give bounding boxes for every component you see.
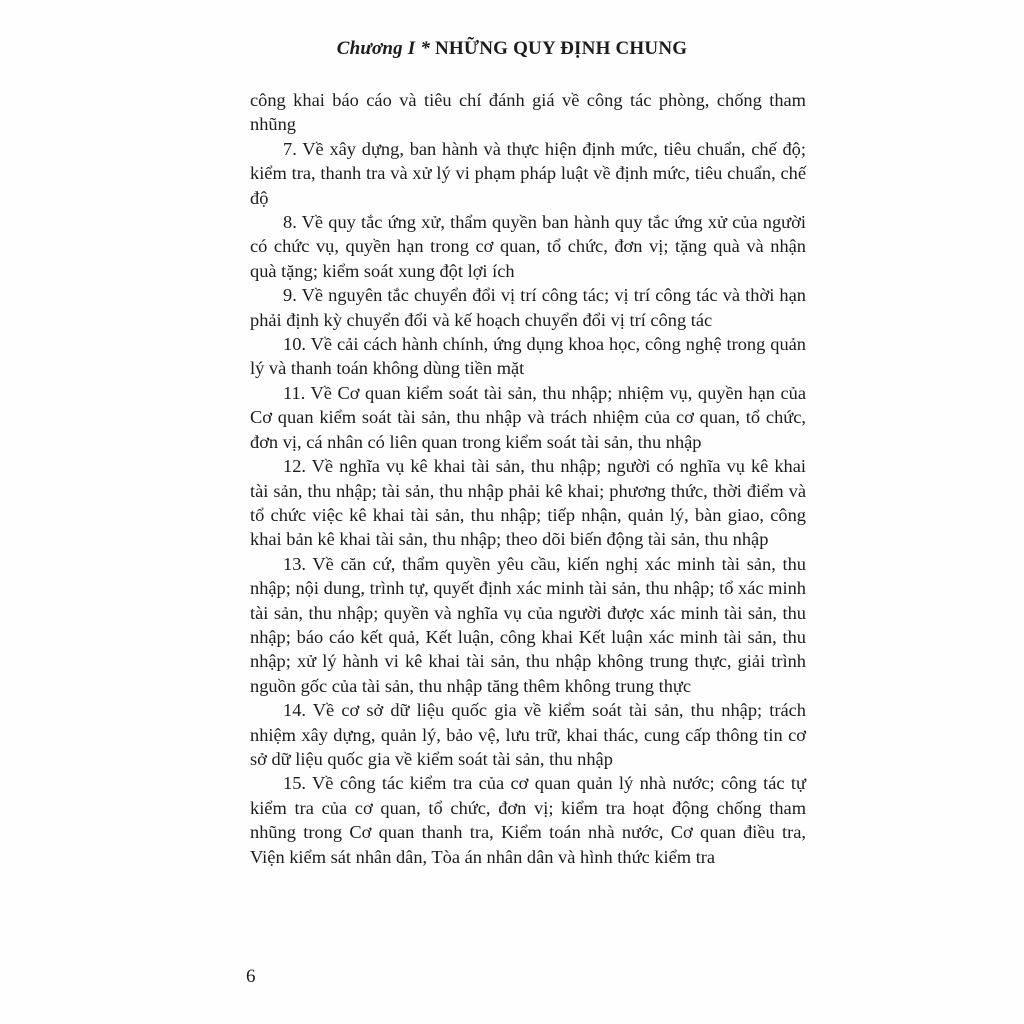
paragraph-item-9: 9. Về nguyên tắc chuyển đổi vị trí công tác; vị trí công tác và thời hạn phải định kỳ chuyển đổi và kế hoạch chuyển đổi vị trí công tác: [250, 285, 806, 330]
page-body: [250, 88, 806, 869]
chapter-title: NHỮNG QUY ĐỊNH CHUNG: [435, 38, 688, 59]
paragraph-item-15: 15. Về công tác kiểm tra của cơ quan quản lý nhà nước; công tác tự kiểm tra của cơ quan, tổ chức, đơn vị; kiểm tra hoạt động chống tham nhũng trong Cơ quan thanh tra, Kiểm toán nhà nước, Cơ quan điều tra, Viện kiểm sát nhân dân, Tòa án nhân dân và hình thức kiểm tra: [250, 773, 806, 867]
page-number: 6: [246, 966, 256, 987]
paragraph-item-14: 14. Về cơ sở dữ liệu quốc gia về kiểm soát tài sản, thu nhập; trách nhiệm xây dựng, quản lý, bảo vệ, lưu trữ, khai thác, cung cấp thông tin cơ sở dữ liệu quốc gia về kiểm soát tài sản, thu nhập: [250, 700, 806, 769]
paragraph-item-12: 12. Về nghĩa vụ kê khai tài sản, thu nhập; người có nghĩa vụ kê khai tài sản, thu nhập; tài sản, thu nhập phải kê khai; phương thức, thời điểm và tổ chức việc kê khai tài sản, thu nhập; tiếp nhận, quản lý, bàn giao, công khai bản kê khai tài sản, thu nhập; theo dõi biến động tài sản, thu nhập: [250, 456, 806, 550]
paragraph-item-8: 8. Về quy tắc ứng xử, thẩm quyền ban hành quy tắc ứng xử của người có chức vụ, quyền hạn trong cơ quan, tổ chức, đơn vị; tặng quà và nhận quà tặng; kiểm soát xung đột lợi ích: [250, 212, 806, 281]
paragraph-item-7: 7. Về xây dựng, ban hành và thực hiện định mức, tiêu chuẩn, chế độ; kiểm tra, thanh tra và xử lý vi phạm pháp luật về định mức, tiêu chuẩn, chế độ: [250, 138, 806, 208]
running-header: [0, 38, 1024, 60]
paragraph-continued: công khai báo cáo và tiêu chí đánh giá về công tác phòng, chống tham nhũng: [250, 90, 806, 135]
paragraph-item-13: 13. Về căn cứ, thẩm quyền yêu cầu, kiến nghị xác minh tài sản, thu nhập; nội dung, trình tự, quyết định xác minh tài sản, thu nhập; tổ xác minh tài sản, thu nhập; quyền và nghĩa vụ của người được xác minh tài sản, thu nhập; báo cáo kết quả, Kết luận, công khai Kết luận xác minh tài sản, thu nhập; xử lý hành vi kê khai tài sản, thu nhập không trung thực, giải trình nguồn gốc của tài sản, thu nhập tăng thêm không trung thực: [250, 553, 806, 696]
paragraph-item-11: 11. Về Cơ quan kiểm soát tài sản, thu nhập; nhiệm vụ, quyền hạn của Cơ quan kiểm soát tài sản, thu nhập và trách nhiệm của cơ quan, tổ chức, đơn vị, cá nhân có liên quan trong kiểm soát tài sản, thu nhập: [250, 382, 806, 452]
chapter-label: Chương I *: [336, 38, 431, 59]
paragraph-item-10: 10. Về cải cách hành chính, ứng dụng khoa học, công nghệ trong quản lý và thanh toán không dùng tiền mặt: [250, 334, 806, 379]
